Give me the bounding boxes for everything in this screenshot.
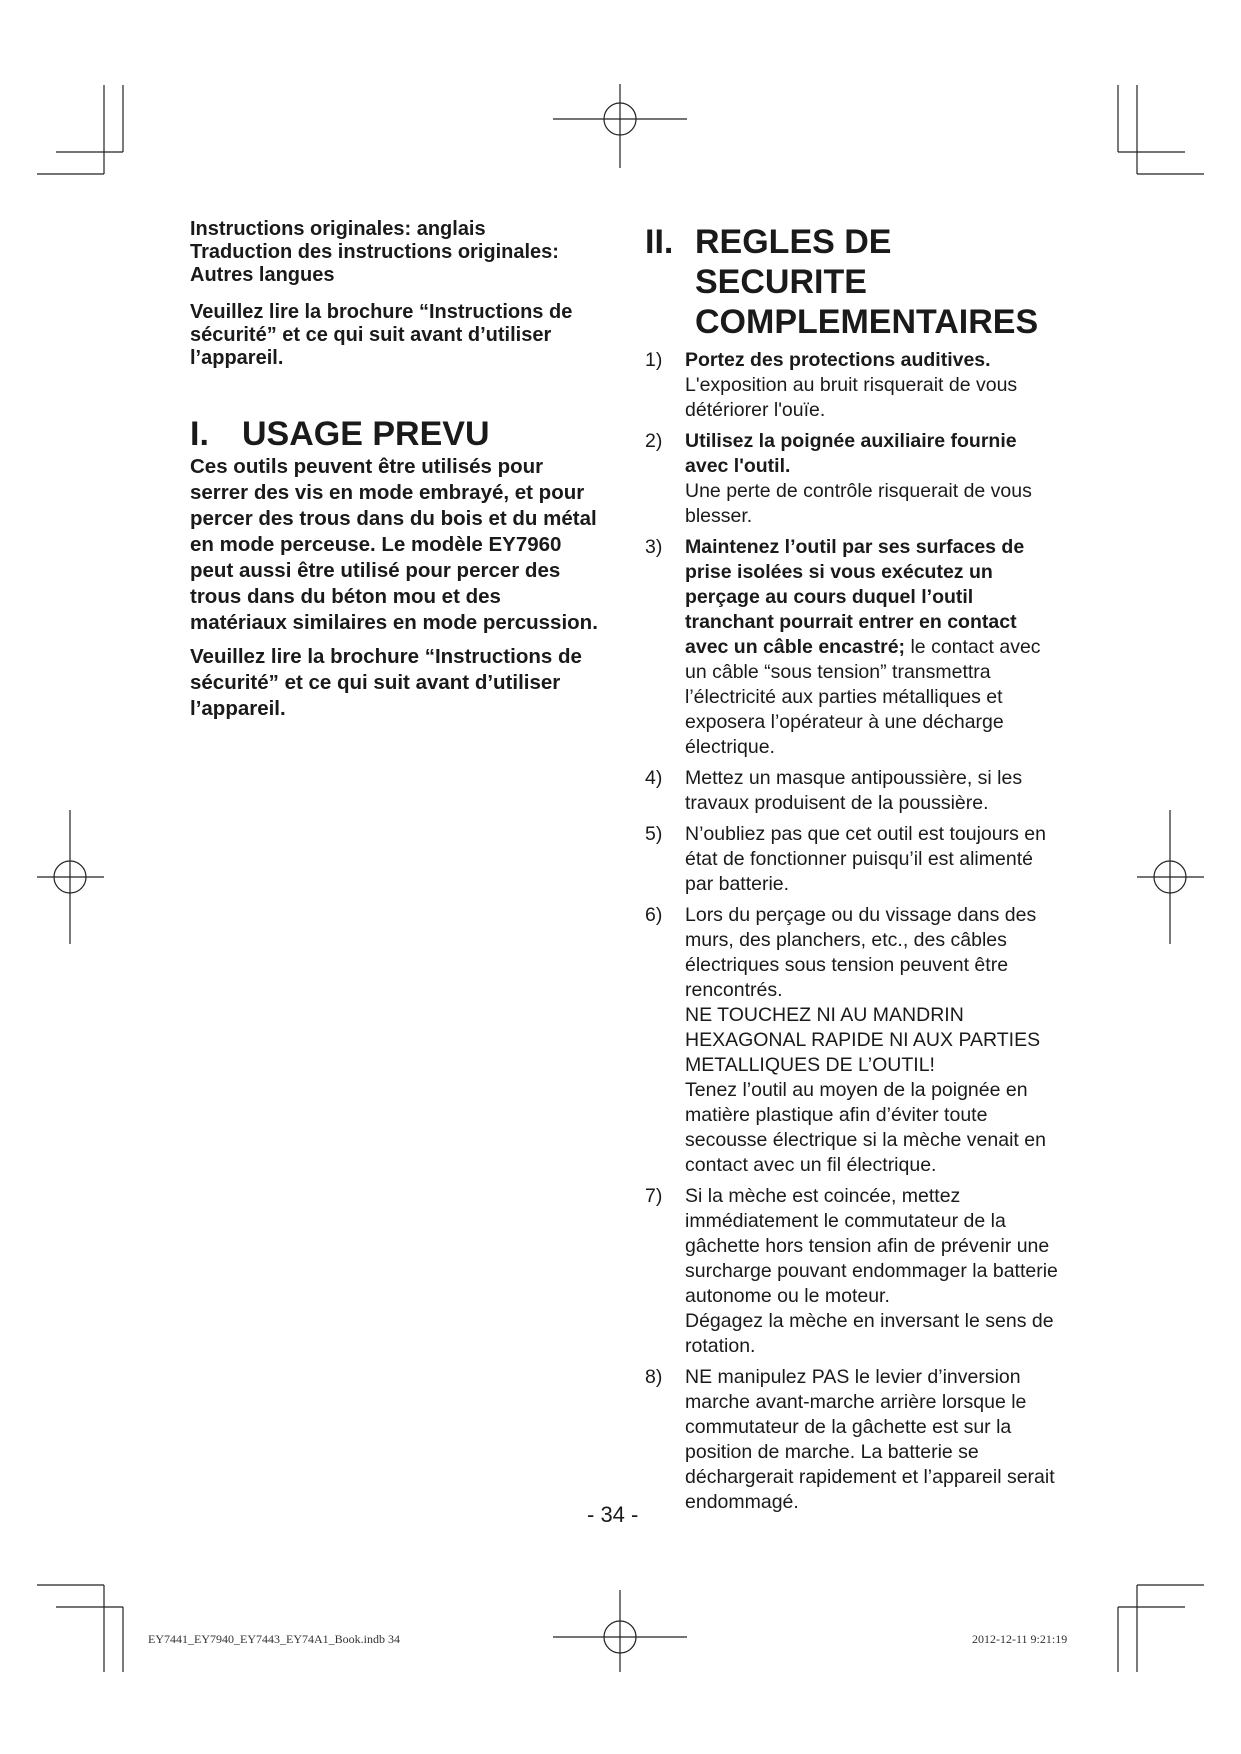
footer-timestamp: 2012-12-11 9:21:19 (972, 1632, 1068, 1646)
rule-text: NE manipulez PAS le levier d’inversion marche avant-marche arrière lorsque le commutateur de la gâchette est sur la position de marche. La batterie se déchargerait rapidement et l’appareil serait endommagé. (685, 1366, 1055, 1513)
rule-text: Mettez un masque antipoussière, si les travaux produisent de la poussière. (685, 767, 1023, 814)
rule-item (645, 1184, 1065, 1359)
rule-number: 1) (645, 349, 663, 371)
rule-text: Une perte de contrôle risquerait de vous blesser. (685, 480, 1032, 527)
rule-text: N’oubliez pas que cet outil est toujours en état de fonctionner puisqu’il est alimenté par batterie. (685, 823, 1046, 895)
registration-mark-top (553, 84, 687, 168)
rule-heading: Utilisez la poignée auxiliaire fournie avec l'outil. (685, 430, 1017, 477)
rule-number: 4) (645, 767, 663, 789)
rule-item (645, 348, 1065, 423)
rule-number: 2) (645, 430, 663, 452)
section-2-heading (645, 222, 1065, 342)
intended-use-text: Ces outils peuvent être utilisés pour serrer des vis en mode embrayé, et pour percer des trous dans du bois et du métal en mode perceuse. Le modèle EY7960 peut aussi être utilisé pour percer des trous dans du béton mou et des matériaux similaires en mode percussion. (190, 455, 598, 634)
rule-text: Dégagez la mèche en inversant le sens de rotation. (685, 1310, 1054, 1357)
rule-warning-caps: NE TOUCHEZ NI AU MANDRIN HEXAGONAL RAPIDE NI AUX PARTIES METALLIQUES DE L’OUTIL! (685, 1004, 1041, 1076)
section-title: USAGE PREVU (242, 415, 490, 453)
rule-number: 5) (645, 823, 663, 845)
registration-mark-bottom (553, 1590, 687, 1672)
rule-text: L'exposition au bruit risquerait de vous détériorer l'ouïe. (685, 374, 1018, 421)
rule-heading: Portez des protections auditives. (685, 349, 991, 371)
rule-item (645, 535, 1065, 760)
rule-number: 3) (645, 536, 663, 558)
rule-number: 7) (645, 1185, 663, 1207)
registration-mark-right (1137, 810, 1204, 944)
original-instructions-note (190, 218, 600, 287)
rule-item (645, 429, 1065, 529)
section-number: II. (645, 223, 674, 261)
rule-text: Si la mèche est coincée, mettez immédiatement le commutateur de la gâchette hors tension afin de prévenir une surcharge pouvant endommager la batterie autonome ou le moteur. (685, 1185, 1058, 1307)
section-title-line: SECURITE (695, 263, 867, 301)
rule-item (645, 766, 1065, 816)
rule-item (645, 1365, 1065, 1515)
rule-number: 8) (645, 1366, 663, 1388)
right-column (645, 222, 1065, 1521)
page-number: - 34 - (587, 1502, 639, 1527)
rule-item (645, 822, 1065, 897)
rule-heading: Maintenez l’outil par ses surfaces de prise isolées si vous exécutez un perçage au cours duquel l’outil tranchant pourrait entrer en contact avec un câble encastré; (685, 536, 1025, 658)
rule-text: Lors du perçage ou du vissage dans des murs, des planchers, etc., des câbles électriques sous tension peuvent être rencontrés. (685, 904, 1037, 1001)
left-column (190, 218, 600, 722)
rule-number: 6) (645, 904, 663, 926)
footer-file-name: EY7441_EY7940_EY7443_EY74A1_Book.indb 34 (148, 1632, 400, 1646)
section-number: I. (190, 415, 209, 453)
rule-text: Tenez l’outil au moyen de la poignée en matière plastique afin d’éviter toute secousse électrique si la mèche venait en contact avec un fil électrique. (685, 1079, 1046, 1176)
section-title-line: COMPLEMENTAIRES (695, 303, 1039, 341)
read-brochure-notice: Veuillez lire la brochure “Instructions de sécurité” et ce qui suit avant d’utiliser l’appareil. (190, 301, 573, 369)
section-1-heading (190, 414, 600, 454)
section-1-notice: Veuillez lire la brochure “Instructions de sécurité” et ce qui suit avant d’utiliser l’appareil. (190, 645, 582, 720)
section-title-line: REGLES DE (695, 223, 892, 261)
note-line: Instructions originales: anglais (190, 218, 486, 240)
safety-rules-list (645, 348, 1065, 1515)
rule-item (645, 903, 1065, 1178)
note-line: Autres langues (190, 264, 335, 286)
rule-text: le contact avec un câble “sous tension” transmettra l’électricité aux parties métalliques et exposera l’opérateur à une décharge électrique. (685, 636, 1041, 758)
note-line: Traduction des instructions originales: (190, 241, 559, 263)
registration-mark-left (37, 810, 104, 944)
